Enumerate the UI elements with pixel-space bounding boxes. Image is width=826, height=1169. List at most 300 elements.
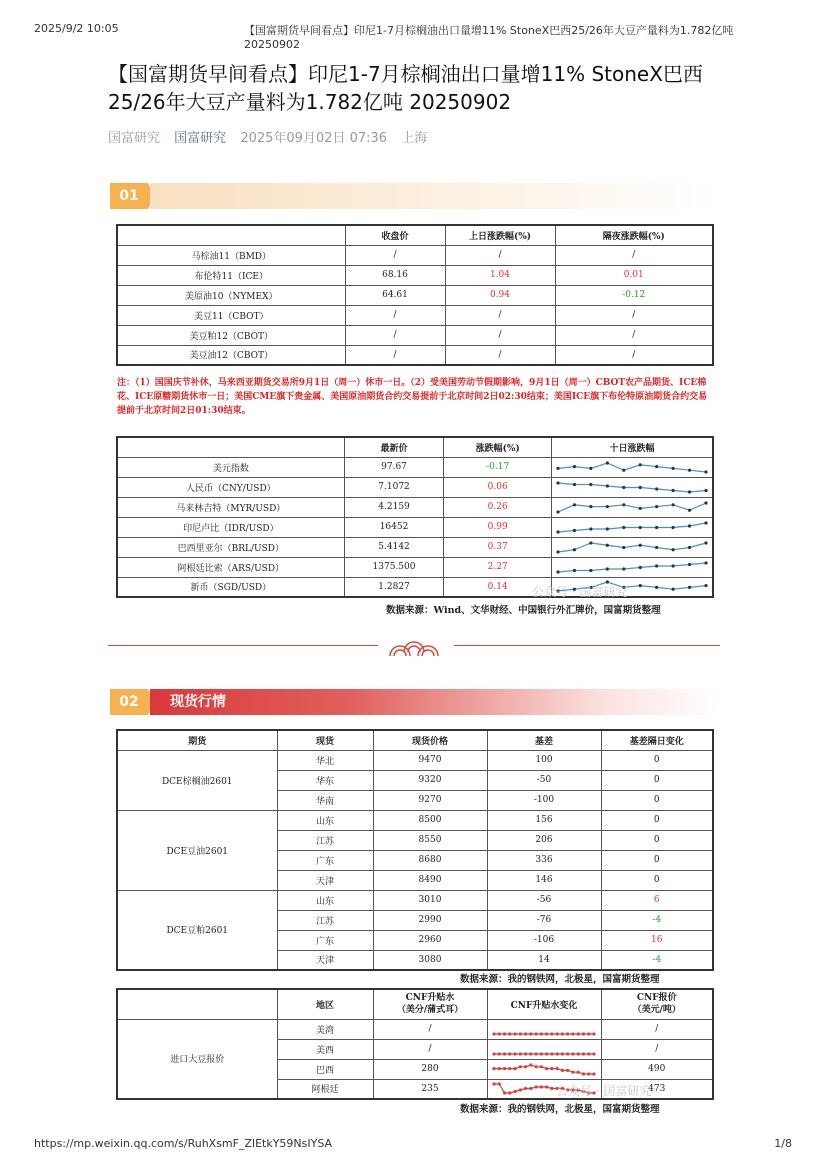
table-cell: 巴西里亚尔（BRL/USD） <box>117 537 344 557</box>
sparkline-point <box>555 1067 558 1070</box>
sparkline <box>554 539 710 556</box>
sparkline-point <box>529 1063 532 1066</box>
sparkline-point <box>508 1067 511 1070</box>
sparkline-point <box>571 1070 574 1073</box>
sparkline-line <box>558 543 706 552</box>
sparkline <box>554 519 710 536</box>
sparkline-point <box>655 564 658 567</box>
sparkline-line <box>558 523 706 532</box>
table-row <box>117 477 713 497</box>
table-cell: 江苏 <box>277 830 373 850</box>
table-cell: 华北 <box>277 750 373 770</box>
table-cell: 100 <box>487 750 601 770</box>
sparkline-cell <box>487 1039 601 1059</box>
table-cell: / <box>555 345 713 365</box>
sparkline-point <box>513 1067 516 1070</box>
sparkline-point <box>587 1032 590 1035</box>
col-header: 收盘价 <box>345 225 445 245</box>
sparkline-point <box>672 466 675 469</box>
table-cell: 9320 <box>373 770 487 790</box>
table-cell: / <box>345 325 445 345</box>
table-cell: 广东 <box>277 850 373 870</box>
sparkline-cell <box>487 1019 601 1039</box>
table-cell: / <box>345 345 445 365</box>
wave-ornament-icon <box>386 628 442 658</box>
sparkline-point <box>639 584 642 587</box>
cnf-header-line1: CNF升贴水 <box>405 993 455 1004</box>
sparkline-point <box>704 584 707 587</box>
sparkline-point <box>655 525 658 528</box>
sparkline-point <box>587 1072 590 1075</box>
table-cell: / <box>555 325 713 345</box>
sparkline <box>490 1041 598 1058</box>
sparkline-point <box>704 470 707 473</box>
author: 国富研究 <box>108 131 161 146</box>
group-label: DCE豆油2601 <box>117 810 277 890</box>
sparkline-line <box>558 563 706 572</box>
fx-source: 数据来源：Wind、文华财经、中国银行外汇牌价，国富期货整理 <box>386 605 661 616</box>
table-cell: 0 <box>601 750 713 770</box>
sparkline-point <box>592 1052 595 1055</box>
sparkline-point <box>589 541 592 544</box>
sparkline-point <box>622 567 625 570</box>
table-cell: 0 <box>601 770 713 790</box>
sparkline-point <box>589 466 592 469</box>
sparkline-point <box>556 550 559 553</box>
table-cell: / <box>445 345 555 365</box>
table-cell: / <box>445 325 555 345</box>
table-cell: -0.12 <box>555 285 713 305</box>
sparkline-point <box>502 1032 505 1035</box>
table-row <box>117 345 713 365</box>
table-cell: 美湾 <box>277 1019 373 1039</box>
account-link[interactable]: 国富研究 <box>174 131 227 146</box>
sparkline-line <box>558 503 706 512</box>
sparkline-point <box>556 510 559 513</box>
sparkline-point <box>513 1090 516 1093</box>
sparkline-point <box>688 508 691 511</box>
table-row <box>117 245 713 265</box>
sparkline-point <box>688 524 691 527</box>
watermark: 公众号 · 国富研究 <box>532 585 628 599</box>
col-header: 最新价 <box>344 437 444 457</box>
table-cell: 华东 <box>277 770 373 790</box>
sparkline-point <box>587 1052 590 1055</box>
col-header <box>117 989 277 1019</box>
table-cell: 235 <box>373 1079 487 1099</box>
sparkline-point <box>639 485 642 488</box>
sparkline-point <box>704 488 707 491</box>
sparkline-point <box>518 1089 521 1092</box>
sparkline-point <box>672 564 675 567</box>
sparkline-point <box>550 1052 553 1055</box>
sparkline-point <box>589 482 592 485</box>
table-cell: 马棕油11（BMD） <box>117 245 345 265</box>
table-cell: 6 <box>601 890 713 910</box>
sparkline-cell <box>487 1059 601 1079</box>
table-cell: 490 <box>601 1059 713 1079</box>
table-cell: 0.26 <box>444 497 552 517</box>
table-cell: 3010 <box>373 890 487 910</box>
sparkline-point <box>534 1086 537 1089</box>
sparkline-point <box>513 1052 516 1055</box>
sparkline-point <box>655 586 658 589</box>
table-cell: / <box>601 1019 713 1039</box>
sparkline-point <box>639 506 642 509</box>
table-row <box>117 457 713 477</box>
table-cell: / <box>601 1039 713 1059</box>
sparkline-point <box>672 488 675 491</box>
sparkline-point <box>566 1052 569 1055</box>
sparkline-point <box>534 1052 537 1055</box>
sparkline-point <box>502 1052 505 1055</box>
sparkline-point <box>704 541 707 544</box>
sparkline-point <box>529 1032 532 1035</box>
sparkline-point <box>545 1032 548 1035</box>
table-cell: 新币（SGD/USD） <box>117 577 344 597</box>
sparkline-point <box>534 1065 537 1068</box>
sparkline-point <box>560 1052 563 1055</box>
sparkline-point <box>539 1052 542 1055</box>
section-2-band <box>150 689 720 715</box>
table-cell: 美元指数 <box>117 457 344 477</box>
table-cell: 山东 <box>277 890 373 910</box>
group-label: DCE棕榈油2601 <box>117 750 277 810</box>
sparkline <box>554 479 710 496</box>
col-header: 期货 <box>117 730 277 750</box>
quote-header-line2: （美元/吨） <box>632 1005 681 1016</box>
sparkline-point <box>545 1052 548 1055</box>
sparkline-point <box>655 505 658 508</box>
col-header <box>117 225 345 245</box>
section-2-title: 现货行情 <box>170 694 226 710</box>
table-row <box>117 557 713 577</box>
sparkline-point <box>492 1083 495 1086</box>
sparkline-point <box>523 1087 526 1090</box>
table-cell: 2.27 <box>444 557 552 577</box>
sparkline-cell <box>552 477 714 497</box>
sparkline-point <box>508 1092 511 1095</box>
sparkline-point <box>573 548 576 551</box>
table-cell: 0.94 <box>445 285 555 305</box>
table-cell: / <box>345 245 445 265</box>
table-cell: 阿根廷 <box>277 1079 373 1099</box>
table-row <box>117 305 713 325</box>
table-cell: 印尼卢比（IDR/USD） <box>117 517 344 537</box>
table-cell: 14 <box>487 950 601 970</box>
sparkline-point <box>497 1032 500 1035</box>
page-url[interactable]: https://mp.weixin.qq.com/s/RuhXsmF_ZlEtkY59NsIYSA <box>34 1137 333 1150</box>
sparkline-point <box>539 1032 542 1035</box>
col-header: 基差 <box>487 730 601 750</box>
sparkline-point <box>573 482 576 485</box>
sparkline-point <box>622 545 625 548</box>
sparkline-point <box>566 1068 569 1071</box>
sparkline <box>554 559 710 576</box>
col-header: CNF升贴水变化 <box>487 989 601 1019</box>
spot-table <box>116 729 714 971</box>
table-cell: / <box>445 305 555 325</box>
sparkline-point <box>589 568 592 571</box>
table-cell: 8490 <box>373 870 487 890</box>
table-cell: 8550 <box>373 830 487 850</box>
watermark: 公众号 · 国富研究 <box>556 1084 652 1098</box>
table-cell: 布伦特11（ICE） <box>117 265 345 285</box>
col-header: 基差隔日变化 <box>601 730 713 750</box>
sparkline-point <box>571 1052 574 1055</box>
sparkline-cell <box>552 557 714 577</box>
table-cell: 1375.500 <box>344 557 444 577</box>
sparkline-point <box>497 1067 500 1070</box>
table-cell: -106 <box>487 930 601 950</box>
sparkline-point <box>639 463 642 466</box>
sparkline-point <box>534 1032 537 1035</box>
sparkline-point <box>576 1052 579 1055</box>
table-cell: / <box>445 245 555 265</box>
sparkline-point <box>688 490 691 493</box>
sparkline-point <box>672 548 675 551</box>
sparkline-point <box>556 481 559 484</box>
table-cell: 16452 <box>344 517 444 537</box>
sparkline-point <box>513 1032 516 1035</box>
col-header: 隔夜涨跌幅(%) <box>555 225 713 245</box>
table-cell: 2990 <box>373 910 487 930</box>
sparkline-point <box>672 525 675 528</box>
col-header <box>117 437 344 457</box>
table-cell: 206 <box>487 830 601 850</box>
table-cell: 1.2827 <box>344 577 444 597</box>
sparkline-point <box>502 1092 505 1095</box>
table-cell: 美西 <box>277 1039 373 1059</box>
table-cell: 156 <box>487 810 601 830</box>
col-header: 涨跌幅(%) <box>444 437 552 457</box>
table-cell: 2960 <box>373 930 487 950</box>
table-row <box>117 750 713 770</box>
sparkline-point <box>545 1086 548 1089</box>
table-cell: 江苏 <box>277 910 373 930</box>
sparkline-point <box>573 503 576 506</box>
sparkline-point <box>523 1052 526 1055</box>
table-cell: 5.4142 <box>344 537 444 557</box>
table-row <box>117 537 713 557</box>
table-cell: 16 <box>601 930 713 950</box>
sparkline-point <box>518 1032 521 1035</box>
sparkline-point <box>704 561 707 564</box>
sparkline-point <box>576 1070 579 1073</box>
sparkline-point <box>622 468 625 471</box>
divider-right <box>454 645 720 646</box>
table-row <box>117 325 713 345</box>
table-cell: 0.37 <box>444 537 552 557</box>
section-2-badge: 02 <box>110 689 148 715</box>
sparkline-point <box>529 1052 532 1055</box>
quote-header-line1: CNF报价 <box>636 993 677 1004</box>
spot-source: 数据来源：我的钢铁网，北极星，国富期货整理 <box>460 974 660 985</box>
sparkline <box>554 459 710 476</box>
table-cell: 人民币（CNY/USD） <box>117 477 344 497</box>
table-row <box>117 1019 713 1039</box>
table-cell: 68.16 <box>345 265 445 285</box>
table-cell: 广东 <box>277 930 373 950</box>
article-title: 【国富期货早间看点】印尼1-7月棕榈油出口量增11% StoneX巴西25/26年大豆产量料为1.782亿吨 20250902 <box>108 62 703 114</box>
sparkline-point <box>560 1068 563 1071</box>
sparkline-cell <box>552 517 714 537</box>
sparkline-point <box>555 1052 558 1055</box>
table-cell: 64.61 <box>345 285 445 305</box>
table-cell: -76 <box>487 910 601 930</box>
sparkline-point <box>518 1052 521 1055</box>
table-cell: -4 <box>601 950 713 970</box>
sparkline-point <box>606 543 609 546</box>
table-cell: / <box>555 245 713 265</box>
table-cell: -56 <box>487 890 601 910</box>
sparkline-point <box>672 588 675 591</box>
table-cell: 473 <box>601 1079 713 1099</box>
sparkline-cell <box>552 457 714 477</box>
sparkline-point <box>704 501 707 504</box>
col-header: 现货 <box>277 730 373 750</box>
sparkline-point <box>576 1032 579 1035</box>
sparkline-point <box>592 1032 595 1035</box>
table-cell: 9470 <box>373 750 487 770</box>
sparkline-line <box>558 463 706 472</box>
table-cell: 7.1072 <box>344 477 444 497</box>
table-cell: 0.01 <box>555 265 713 285</box>
sparkline-point <box>688 545 691 548</box>
table-cell: 山东 <box>277 810 373 830</box>
table-cell: 天津 <box>277 950 373 970</box>
sparkline-point <box>555 1032 558 1035</box>
cnf-source: 数据来源：我的钢铁网，北极星，国富期货整理 <box>460 1104 660 1115</box>
sparkline-point <box>539 1065 542 1068</box>
publish-date: 2025年09月02日 07:36 <box>240 131 388 146</box>
col-header <box>601 989 713 1019</box>
sparkline <box>554 499 710 516</box>
sparkline-point <box>639 565 642 568</box>
sparkline-point <box>508 1032 511 1035</box>
group-label: DCE豆粕2601 <box>117 890 277 970</box>
table-cell: / <box>345 305 445 325</box>
table-cell: / <box>373 1019 487 1039</box>
table-cell: -100 <box>487 790 601 810</box>
section-1-band <box>150 183 720 209</box>
table-cell: 美豆油12（CBOT） <box>117 345 345 365</box>
table-row <box>117 265 713 285</box>
table-cell: -50 <box>487 770 601 790</box>
sparkline-point <box>497 1052 500 1055</box>
table-cell: 8680 <box>373 850 487 870</box>
table-cell: -4 <box>601 910 713 930</box>
table-cell: 美原油10（NYMEX） <box>117 285 345 305</box>
table-cell: 0 <box>601 790 713 810</box>
sparkline-point <box>492 1067 495 1070</box>
table-cell: 3080 <box>373 950 487 970</box>
col-header <box>373 989 487 1019</box>
sparkline-point <box>573 568 576 571</box>
sparkline-cell <box>552 537 714 557</box>
table-cell: 巴西 <box>277 1059 373 1079</box>
sparkline-point <box>606 527 609 530</box>
sparkline-point <box>655 545 658 548</box>
col-header: 十日涨跌幅 <box>552 437 714 457</box>
print-datetime: 2025/9/2 10:05 <box>34 22 119 35</box>
table-cell: 97.67 <box>344 457 444 477</box>
sparkline-point <box>550 1087 553 1090</box>
section-1-badge: 01 <box>110 183 148 209</box>
table-cell: 天津 <box>277 870 373 890</box>
table-cell: 8500 <box>373 810 487 830</box>
print-page-title: 【国富期货早间看点】印尼1-7月棕榈油出口量增11% StoneX巴西25/26年大豆产量料为1.782亿吨 20250902 <box>244 24 734 51</box>
sparkline <box>490 1061 598 1078</box>
sparkline-point <box>589 505 592 508</box>
sparkline-point <box>639 543 642 546</box>
sparkline-point <box>508 1052 511 1055</box>
table-cell: 0 <box>601 830 713 850</box>
sparkline-cell <box>552 497 714 517</box>
table-cell: 146 <box>487 870 601 890</box>
sparkline-point <box>672 503 675 506</box>
sparkline-point <box>492 1052 495 1055</box>
table-cell: 280 <box>373 1059 487 1079</box>
table-row <box>117 517 713 537</box>
sparkline-point <box>566 1032 569 1035</box>
sparkline-point <box>523 1032 526 1035</box>
sparkline-point <box>556 570 559 573</box>
sparkline-point <box>606 567 609 570</box>
sparkline-point <box>545 1067 548 1070</box>
table-row <box>117 497 713 517</box>
sparkline-point <box>556 466 559 469</box>
divider-left <box>108 645 378 646</box>
sparkline-point <box>655 487 658 490</box>
sparkline-point <box>539 1086 542 1089</box>
table-cell: 阿根廷比索（ARS/USD） <box>117 557 344 577</box>
table-cell: 美豆粕12（CBOT） <box>117 325 345 345</box>
print-footer <box>34 1137 792 1150</box>
sparkline-point <box>560 1032 563 1035</box>
sparkline-point <box>688 468 691 471</box>
sparkline-point <box>688 586 691 589</box>
table-cell: 0 <box>601 850 713 870</box>
table-row <box>117 285 713 305</box>
table-cell: 9270 <box>373 790 487 810</box>
col-header: 上日涨跌幅(%) <box>445 225 555 245</box>
sparkline-point <box>571 1032 574 1035</box>
table-cell: 0.06 <box>444 477 552 497</box>
sparkline-point <box>550 1032 553 1035</box>
table-cell: 1.04 <box>445 265 555 285</box>
sparkline <box>490 1021 598 1038</box>
col-header: 现货价格 <box>373 730 487 750</box>
page-number: 1/8 <box>774 1137 792 1150</box>
table-cell: 0 <box>601 870 713 890</box>
table-cell: 4.2159 <box>344 497 444 517</box>
table-cell: 0.99 <box>444 517 552 537</box>
table-row <box>117 810 713 830</box>
sparkline-point <box>581 1032 584 1035</box>
sparkline-point <box>606 461 609 464</box>
location: 上海 <box>401 131 428 146</box>
sparkline-point <box>518 1065 521 1068</box>
sparkline-point <box>550 1067 553 1070</box>
table-cell: / <box>555 305 713 325</box>
sparkline-point <box>573 528 576 531</box>
group-label: 进口大豆报价 <box>117 1019 277 1099</box>
sparkline-point <box>523 1065 526 1068</box>
sparkline-point <box>529 1087 532 1090</box>
table-cell: 0.14 <box>444 577 552 597</box>
sparkline-point <box>655 465 658 468</box>
